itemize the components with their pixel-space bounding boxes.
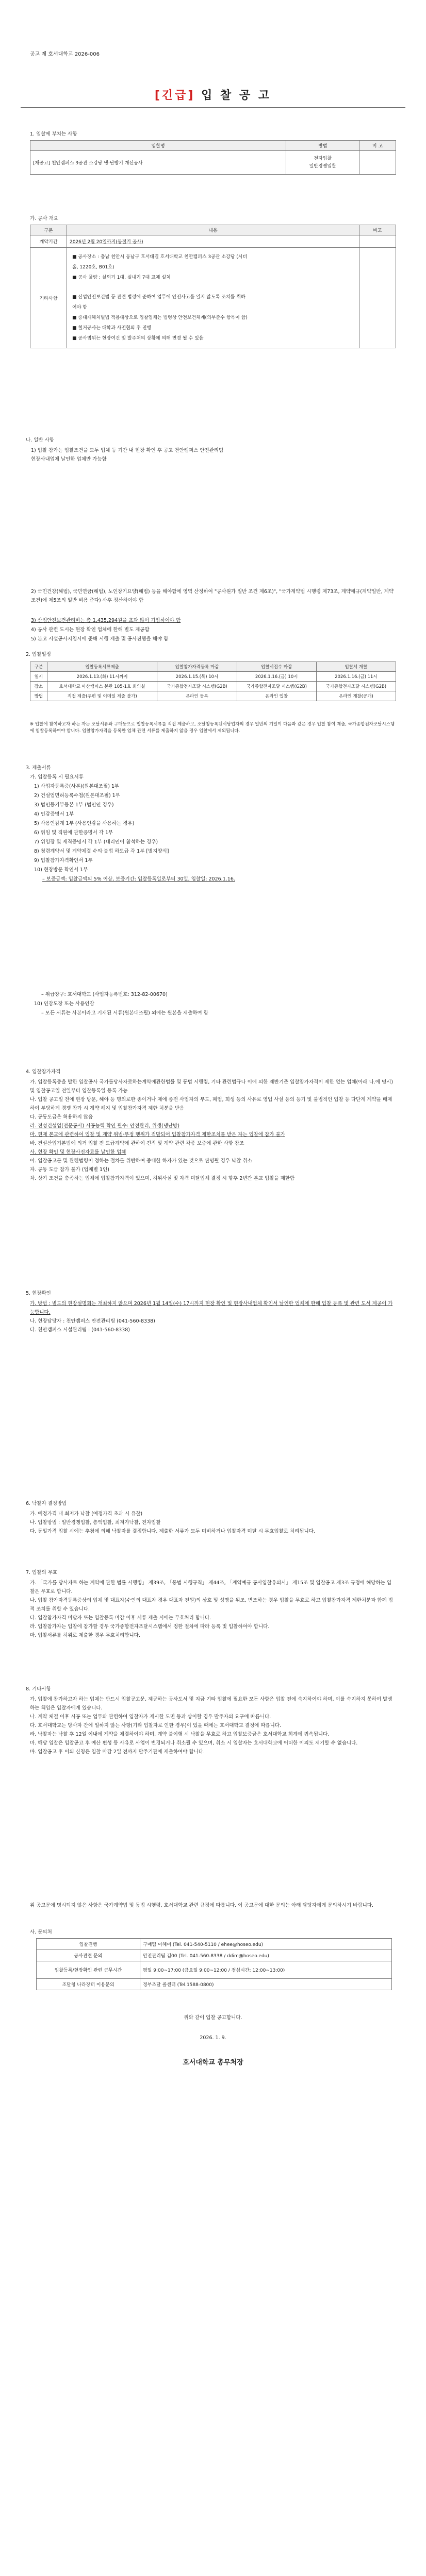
site-visit-item: 가. 방법 : 별도의 현장설명회는 개최하지 않으며 2026년 1월 14일(수) 17시까지 현장 확인 및 현장사내업체 확인서 날인한 업체에 한해 입찰 등록 및 관련 도서 제공이 가능합니다. bbox=[30, 1301, 393, 1315]
general-item: 5) 본고 시설공사지침서에 준해 시행 제출 및 공사진행을 해야 함 bbox=[31, 636, 169, 642]
qualification-item: 아. 입찰공고문 및 관련법령이 정하는 절차를 위반하여 중대한 하자가 있는 것으로 판명될 경우 낙찰 취소 bbox=[30, 1158, 252, 1164]
misc-label: 기타사항 bbox=[30, 248, 67, 348]
section-5-sub: 가. 입찰등록 시 필요서류 bbox=[30, 774, 84, 780]
document-number: 공고 제 호서대학교 2026-006 bbox=[30, 52, 100, 57]
sched-cell: 2026.1.16.(금) 11시 bbox=[316, 672, 396, 682]
sched-header: 구분 bbox=[30, 662, 47, 672]
document-item: 7) 위임장 및 재직증명서 각 1부 (대리인이 참석하는 경우) bbox=[34, 839, 158, 845]
sched-cell: 2026.1.13.(화) 11시까지 bbox=[47, 672, 157, 682]
contact-value: 구매팀 이혜미 (Tel. 041-540-5110 / ehee@hoseo.edu) bbox=[140, 1939, 392, 1950]
sched-cell: 온라인 개찰(공개) bbox=[316, 691, 396, 701]
closing-note: 위 공고문에 명시되지 않은 사항은 국가계약법 및 동법 시행령, 호서대학교 관련 규정에 따릅니다. 이 공고문에 대한 문의는 아래 담당자에게 문의하시기 바랍니다. bbox=[30, 1903, 373, 1908]
document-item: 5) 사용인감계 1부 (사용인감을 사용하는 경우) bbox=[34, 821, 135, 826]
overview-item: ■ 공사 물량 : 실외기 1대, 실내기 7대 교체 설치 bbox=[72, 275, 171, 280]
contact-line: – 취급창구: 호서대학교 (사업자등록번호: 312-82-00670) bbox=[41, 992, 168, 997]
overview-table bbox=[30, 225, 396, 348]
bid-method-1: 전자입찰 bbox=[314, 156, 332, 161]
section-8-heading: 6. 낙찰자 결정방법 bbox=[26, 1501, 67, 1506]
contact-label: 입찰등록/현장확인 관련 근무시간 bbox=[37, 1961, 140, 1979]
other-item: 다. 호서대학교는 당사자 간에 일하지 않는 사항(기타 입찰자로 인한 경우)이 있을 때에는 호서대학교 결정에 따릅니다. bbox=[30, 1723, 282, 1728]
award-item: 가. 예정가격 내 최저가 낙찰 (예정가격 초과 시 유찰) bbox=[30, 1511, 143, 1517]
sched-cell: 온라인 등록 bbox=[157, 691, 237, 701]
section-1-heading: 1. 입찰에 부치는 사항 bbox=[30, 131, 77, 137]
qualification-item: 사. 현장 확인 및 현장사진자료를 날인한 업체 bbox=[30, 1149, 126, 1155]
sched-header: 입찰서 개찰 bbox=[316, 662, 396, 672]
qualification-item: 자. 공동 도급 참가 불가 (업체별 1인) bbox=[30, 1167, 109, 1173]
bid-item-table bbox=[30, 140, 396, 175]
award-item: 나. 입찰방법 : 일반경쟁입찰, 총액입찰, 최저가낙찰, 전자입찰 bbox=[30, 1520, 161, 1526]
section-5-heading: 3. 제출서류 bbox=[26, 765, 51, 771]
other-item: 가. 입찰에 참가하고자 하는 업체는 반드시 입찰공고문, 제공하는 공사도서 및 지금 기타 입찰에 필요한 모든 사항은 입찰 전에 숙지하여야 하며, 이를 숙지하지 못하여 발생하는 책임은 입찰자에게 있습니다. bbox=[30, 1697, 392, 1711]
seal-note: – 모든 서류는 사본이라고 기재된 서류(원본대조필) 외에는 원본을 제출하여 함 bbox=[41, 1010, 208, 1016]
qualification-item: 라. 전성건설업(전문공사) 시공능력 확인 필수: 안전관리, 위생(냉난방) bbox=[30, 1123, 179, 1129]
general-item: 3) 산업안전보건관리비는 총 1,435,294원을 초과 않이 기입하여야 함 bbox=[31, 618, 181, 623]
title-text: 입 찰 공 고 bbox=[201, 89, 272, 102]
document-item: 4) 인감증명서 1부 bbox=[34, 811, 74, 817]
contact-label: 입찰진행 bbox=[37, 1939, 140, 1950]
section-3-heading: 나. 일반 사항 bbox=[26, 437, 54, 443]
general-item: 1) 입찰 참가는 입찰조건을 모두 업체 등 기간 내 현장 확인 후 공고 천안캠퍼스 안전관리팀 현장사내업체 날인한 업체만 가능함 bbox=[31, 448, 224, 462]
contact-value: 정부조달 콜센터 (Tel.1588-0800) bbox=[140, 1979, 392, 1990]
ov-col-type: 구분 bbox=[30, 225, 67, 235]
contact-value: 평일 9:00~17:00 (금요일 9:00~12:00 / 점심시간: 12:00~13:00) bbox=[140, 1961, 392, 1979]
urgent-tag: [긴급] bbox=[154, 89, 195, 102]
period-value: 2026년 2월 20일까지(동절기 공사) bbox=[67, 235, 359, 248]
issuer: 호서대학교 총무처장 bbox=[183, 2059, 243, 2066]
section-2-heading: 가. 공사 개요 bbox=[30, 216, 58, 222]
bid-method-2: 일반경쟁입찰 bbox=[309, 163, 336, 169]
period-label: 계약기간 bbox=[30, 235, 67, 248]
contact-heading: 사. 문의처 bbox=[30, 1929, 52, 1935]
other-item: 마. 해당 입찰은 입찰공고 후 예산 편성 등 사유로 사업이 변경되거나 취소될 수 있으며, 취소 시 입찰자는 호서대학교에 어떠한 이의도 제기할 수 없습니다. bbox=[30, 1740, 358, 1746]
qualification-item: 바. 건설산업기본법에 의거 입찰 전 도급계약에 관하여 견적 및 계약 관련 각종 보증에 관한 사항 참조 bbox=[30, 1141, 244, 1146]
closing-phrase: 위와 같이 입찰 공고합니다. bbox=[184, 2015, 242, 2021]
invalid-item: 라. 입찰참가자는 입찰에 참가할 경우 국가종합전자조달시스템에서 정한 절차에 따라 등록 및 입찰하여야 합니다. bbox=[30, 1624, 270, 1630]
bid-name: [재공고] 천안캠퍼스 3공관 소강당 냉·난방기 개선공사 bbox=[30, 151, 286, 175]
site-visit-item: 다. 천안캠퍼스 시설관리팀 : (041-560-8338) bbox=[30, 1327, 130, 1333]
document-item: 8) 청렴계약서 및 계약체결 수의·불법 하도급 각 1부 [별지양식] bbox=[34, 849, 169, 854]
title-divider bbox=[21, 107, 405, 108]
sched-cell: 온라인 입찰 bbox=[237, 691, 316, 701]
site-visit-item: 나. 현장담당자 : 천안캠퍼스 안전관리팀 (041-560-8338) bbox=[30, 1318, 155, 1324]
sched-cell: 직접 제출(우편 및 이메일 제출 불가) bbox=[47, 691, 157, 701]
schedule-table bbox=[30, 662, 396, 701]
deposit-line: – 보증금액: 입찰금액의 5% 이상, 보증기간: 입찰등록일로부터 30일, 입찰일: 2026.1.16. bbox=[42, 876, 235, 882]
seal-item: 10) 인감도장 또는 사용인감 bbox=[34, 1001, 94, 1007]
overview-item: ■ 공사범위는 현장여건 및 발주처의 상황에 의해 변경 될 수 있음 bbox=[72, 336, 204, 341]
document-item: 9) 입찰참가자격확인서 1부 bbox=[34, 858, 93, 863]
page-title bbox=[0, 87, 426, 103]
sched-cell: 국가종합전자조달 시스템(G2B) bbox=[316, 682, 396, 691]
ov-col-note: 비고 bbox=[359, 225, 396, 235]
document-item: 1) 사업자등록증(사본)(원본대조필) 1부 bbox=[34, 784, 120, 789]
document-item: 2) 건설업면허등록수첩(원본대조필) 1부 bbox=[34, 793, 120, 799]
sched-cell: 방법 bbox=[30, 691, 47, 701]
qualification-item: 마. 현재 본교에 관련하여 입찰 및 계약 위법·부정 행위가 적발되어 입찰참가자격 제한조치를 받은 자는 입찰에 참가 불가 bbox=[30, 1132, 285, 1138]
col-method: 방법 bbox=[286, 141, 359, 151]
sched-cell: 장소 bbox=[30, 682, 47, 691]
sched-cell: 2026.1.15.(목) 10시 bbox=[157, 672, 237, 682]
qualification-item: 차. 상기 조건을 충족하는 업체에 입찰참가자격이 있으며, 허위사실 및 자격 미달업체 결정 시 향후 2년간 본교 입찰을 제한함 bbox=[30, 1176, 295, 1181]
sched-header: 입찰참가자격등록 마감 bbox=[157, 662, 237, 672]
sched-cell: 2026.1.16.(금) 10시 bbox=[237, 672, 316, 682]
contact-value: 안전관리팀 김00 (Tel. 041-560-8338 / ddim@hoseo.edu) bbox=[140, 1950, 392, 1961]
section-4-heading: 2. 입찰일정 bbox=[26, 652, 51, 657]
sched-cell: 호서대학교 아산캠퍼스 본관 105-1호 회의실 bbox=[47, 682, 157, 691]
award-item: 다. 동일가격 입찰 시에는 추첨에 의해 낙찰자를 결정합니다. 제출한 서류가 모두 미비하거나 입찰자격 미달 시 무효입찰로 처리됩니다. bbox=[30, 1529, 315, 1534]
invalid-item: 나. 입찰 참가자격등록증상의 업체 및 대표자(수인의 대표자 경우 대표자 전원)의 상호 및 성명을 위조, 변조하는 경우 입찰을 무효로 하고 입찰참가자격 제한처분과 함께 법적 조치를 취할 수 있습니다. bbox=[30, 1598, 393, 1612]
contact-label: 조달청 나라장터 이용문의 bbox=[37, 1979, 140, 1990]
issue-date: 2026. 1. 9. bbox=[200, 2035, 226, 2041]
sched-header: 입찰서접수 마감 bbox=[237, 662, 316, 672]
qualification-item: 다. 공동도급은 허용하지 않음 bbox=[30, 1114, 93, 1120]
sched-cell: 일시 bbox=[30, 672, 47, 682]
invalid-item: 가. 「국가를 당사자로 하는 계약에 관한 법률 시행령」 제39조, 「동법 시행규칙」 제44조, 「계약예규 공사입찰유의서」 제15조 및 입찰공고 제3조 규정에 해당하는 입찰은 무효로 합니다. bbox=[30, 1580, 392, 1595]
other-item: 바. 입찰공고 후 이의 신청은 입찰 마감 2일 전까지 발주기관에 제출하여야 합니다. bbox=[30, 1749, 205, 1755]
document-item: 3) 법인등기부등본 1부 (법인인 경우) bbox=[34, 802, 114, 808]
overview-item: ■ 공사장소 : 충남 천안시 동남구 호서대길 호서대학교 천안캠퍼스 3공관 소강당 (시더홀, 1220호, B01호) bbox=[72, 255, 248, 270]
general-item: 2) 국민건강(해법), 국민연금(해법), 노인장기요양(해법) 등을 해야함에 영역 산정하여 "공사원가 일반 조건 제6조)", "국가계약법 시행령 제73조, 계약예규(계약일반, 계약조건)에 제5조의 일반 비용 준다) 사후 정산하여야 함 bbox=[31, 589, 394, 603]
other-item: 라. 낙찰자는 낙찰 후 12일 이내에 계약을 체결하여야 하며, 계약 불이행 시 낙찰을 무효로 하고 입찰보증금은 호서대학교 회계에 귀속됩니다. bbox=[30, 1732, 330, 1737]
qualification-item: 가. 입찰등록증을 발한 입찰공사 국가를당사자로하는계약에관한법률 및 동법 시행령, 기타 관련법규나 이에 의한 제반기준 입찰참가자격이 제한 없는 업체(아래 나.에 명시) 및 입찰공고일 전일부터 입찰등록일 등록 가능 bbox=[30, 1079, 394, 1094]
other-item: 나. 계약 체결 이후 시공 또는 업무와 관련하여 입찰자가 제시한 도면 등과 상이할 경우 발주자의 요구에 따릅니다. bbox=[30, 1714, 271, 1720]
contact-table bbox=[36, 1938, 392, 1990]
overview-item: ■ 철거공사는 대학과 사전협의 후 진행 bbox=[72, 326, 152, 331]
overview-item: ■ 중대재해처벌법 적용대상으로 입찰업체는 법령상 안전보건체계(의무준수 항목이 함) bbox=[72, 315, 248, 320]
sched-header: 입찰등록서류제출 bbox=[47, 662, 157, 672]
invalid-item: 다. 입찰참가자격 미달자 또는 입찰등록 마감 이후 서류 제출 시에는 무효처리 합니다. bbox=[30, 1615, 211, 1621]
contact-label: 공사관련 문의 bbox=[37, 1950, 140, 1961]
sched-cell: 국가종합전자조달 시스템(G2B) bbox=[237, 682, 316, 691]
section-10-heading: 8. 기타사항 bbox=[26, 1686, 51, 1692]
general-item: 4) 공사 관련 도시는 현장 확인 업체에 한해 별도 제공함 bbox=[31, 627, 150, 633]
section-7-heading: 5. 현장확인 bbox=[26, 1291, 51, 1296]
qualification-item: 나. 입찰 공고일 전에 현장 방문, 해야 등 명의로한 종이거나 제에 종전 사업자의 부도, 폐업, 회생 등의 사유로 영업 사실 등의 등기 및 불법적인 입찰 등 다단계 계약을 배제하여 부당하게 경쟁 참가 시 계약 해지 및 입찰참가자격 제한 처분을 받음 bbox=[30, 1097, 392, 1111]
overview-item: ■ 산업안전보건법 등 관련 법령에 준하여 업무에 안전사고를 일지 않도록 조치를 취하여야 함 bbox=[72, 295, 245, 310]
sched-cell: 국가종합전자조달 시스템(G2B) bbox=[157, 682, 237, 691]
col-note: 비 고 bbox=[359, 141, 396, 151]
bid-note bbox=[359, 151, 396, 175]
invalid-item: 마. 입찰서류를 허위로 제출한 경우 무효처리합니다. bbox=[30, 1633, 140, 1638]
section-6-heading: 4. 입찰참가자격 bbox=[26, 1069, 61, 1075]
ov-col-content: 내용 bbox=[67, 225, 359, 235]
col-name: 입찰명 bbox=[30, 141, 286, 151]
schedule-note: ※ 입찰에 참여하고자 하는 자는 조달서류와 구매등으로 입찰등록서류를 직접 제출하고, 조달청등록된서당업자의 경우 일반의 기일이 다음과 같은 경우 입찰 참여 제출, 국가종합전자조달시스템에 입찰등록하여야 합니다. 입찰참가자격을 등록한 업체 관련 서류를 제출하지 않을 경우 입찰에서 제외됩니다. bbox=[30, 722, 395, 734]
document-item: 6) 위임 및 직원에 관한증명서 각 1부 bbox=[34, 830, 113, 836]
document-item: 10) 현장방문 확인서 1부 bbox=[34, 867, 88, 873]
section-9-heading: 7. 입찰의 무효 bbox=[26, 1570, 57, 1575]
